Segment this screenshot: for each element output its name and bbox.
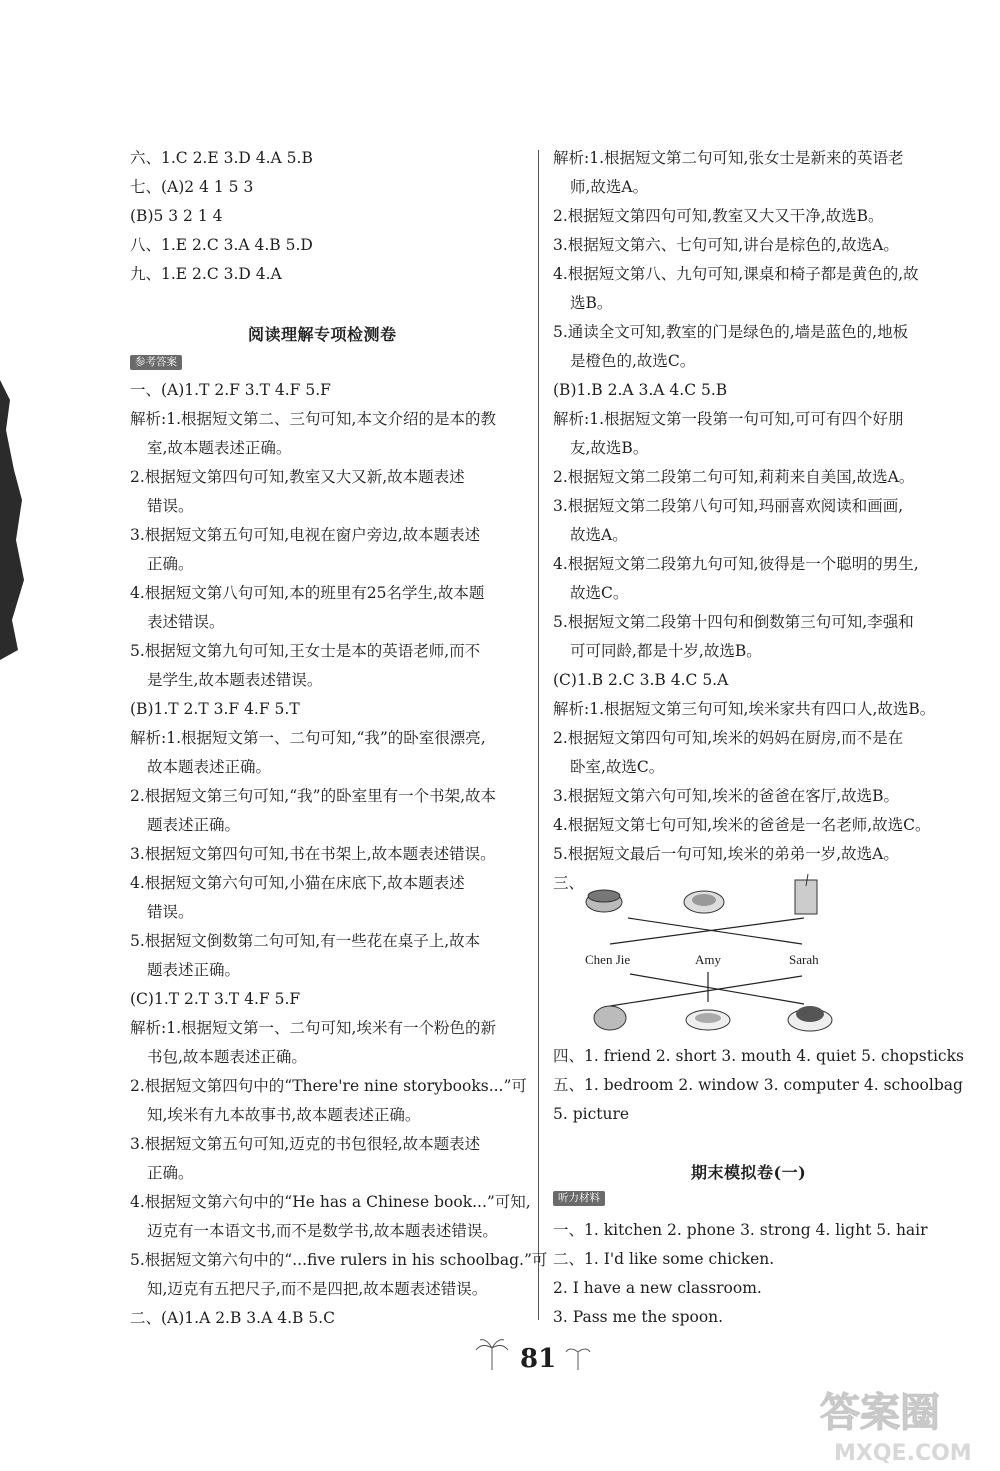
question-label: 三、 — [553, 874, 585, 892]
explanation-line: 3.根据短文第二段第八句可知,玛丽喜欢阅读和画画, — [553, 497, 904, 515]
explanation-line: 5.根据短文第九句可知,王女士是本的英语老师,而不 — [130, 642, 481, 660]
listening-line: 一、1. kitchen 2. phone 3. strong 4. light 5. hair — [553, 1221, 928, 1239]
watermark-text: 答案圈 — [820, 1390, 940, 1436]
answer-line: 七、(A)2 4 1 5 3 — [130, 178, 254, 196]
listening-line: 3. Pass me the spoon. — [553, 1308, 724, 1326]
explanation-line: 卧室,故选C。 — [570, 758, 665, 776]
food-bowl-icon — [586, 890, 622, 912]
explanation-line: 室,故本题表述正确。 — [147, 439, 292, 457]
explanation-line: 错误。 — [147, 903, 194, 921]
listening-line: 2. I have a new classroom. — [553, 1279, 762, 1297]
explanation-line: 题表述正确。 — [147, 961, 241, 979]
explanation-line: 3.根据短文第六句可知,埃米的爸爸在客厅,故选B。 — [553, 787, 900, 805]
explanation-line: 2.根据短文第四句中的“There're nine storybooks...”可 — [130, 1077, 527, 1095]
answer-line: (C)1.B 2.C 3.B 4.C 5.A — [553, 671, 729, 689]
explanation-line: 5.根据短文第二段第十四句和倒数第三句可知,李强和 — [553, 613, 914, 631]
explanation-line: 是学生,故本题表述错误。 — [147, 671, 323, 689]
section-title-final-exam: 期末模拟卷(一) — [691, 1163, 807, 1182]
explanation-line: 4.根据短文第七句可知,埃米的爸爸是一名老师,故选C。 — [553, 816, 931, 834]
explanation-line: 3.根据短文第六、七句可知,讲台是棕色的,故选A。 — [553, 236, 899, 254]
explanation-line: 选B。 — [570, 294, 613, 312]
explanation-line: 5.根据短文倒数第二句可知,有一些花在桌子上,故本 — [130, 932, 481, 950]
explanation-line: 解析:1.根据短文第一、二句可知,埃米有一个粉色的新 — [130, 1019, 496, 1037]
explanation-line: 4.根据短文第六句可知,小猫在床底下,故本题表述 — [130, 874, 465, 892]
explanation-line: 3.根据短文第五句可知,迈克的书包很轻,故本题表述 — [130, 1135, 481, 1153]
explanation-line: 错误。 — [147, 497, 194, 515]
answer-line: 九、1.E 2.C 3.D 4.A — [130, 265, 282, 283]
page-number: 81 — [520, 1344, 557, 1374]
explanation-line: 3.根据短文第四句可知,书在书架上,故本题表述错误。 — [130, 845, 496, 863]
answer-line: (C)1.T 2.T 3.T 4.F 5.F — [130, 990, 301, 1008]
explanation-line: 解析:1.根据短文第一段第一句可知,可可有四个好朋 — [553, 410, 904, 428]
match-line — [610, 976, 802, 1006]
answer-line: 二、(A)1.A 2.B 3.A 4.B 5.C — [130, 1309, 335, 1327]
answer-line: 八、1.E 2.C 3.A 4.B 5.D — [130, 236, 313, 254]
explanation-line: 3.根据短文第五句可知,电视在窗户旁边,故本题表述 — [130, 526, 481, 544]
watermark-logo — [812, 1380, 992, 1468]
listening-material-tag: 听力材料 — [553, 1191, 605, 1206]
explanation-line: 表述错误。 — [147, 613, 225, 631]
watermark-domain: MXQE.COM — [834, 1441, 972, 1466]
explanation-line: 解析:1.根据短文第三句可知,埃米家共有四口人,故选B。 — [553, 700, 936, 718]
explanation-line: 4.根据短文第八句可知,本的班里有25名学生,故本题 — [130, 584, 485, 602]
answer-line: (B)1.T 2.T 3.F 4.F 5.T — [130, 700, 300, 718]
noodle-plate-icon — [684, 891, 724, 913]
answer-line: 一、(A)1.T 2.F 3.T 4.F 5.F — [130, 381, 331, 399]
explanation-line: 故选A。 — [570, 526, 628, 544]
explanation-line: 师,故选A。 — [570, 178, 649, 196]
explanation-line: 解析:1.根据短文第二、三句可知,本文介绍的是本的教 — [130, 410, 496, 428]
explanation-line: 4.根据短文第六句中的“He has a Chinese book...”可知, — [130, 1193, 531, 1211]
explanation-line: 可可同龄,都是十岁,故选B。 — [570, 642, 762, 660]
explanation-line: 5.根据短文最后一句可知,埃米的弟弟一岁,故选A。 — [553, 845, 899, 863]
explanation-line: 友,故选B。 — [570, 439, 649, 457]
answer-line: 六、1.C 2.E 3.D 4.A 5.B — [130, 149, 313, 167]
name-label: Sarah — [789, 952, 819, 967]
name-label: Amy — [695, 952, 721, 967]
section-title-reading: 阅读理解专项检测卷 — [248, 325, 397, 344]
explanation-line: 4.根据短文第二段第九句可知,彼得是一个聪明的男生, — [553, 555, 919, 573]
explanation-line: 5.通读全文可知,教室的门是绿色的,墙是蓝色的,地板 — [553, 323, 909, 341]
explanation-line: 正确。 — [147, 555, 194, 573]
explanation-line: 4.根据短文第八、九句可知,课桌和椅子都是黄色的,故 — [553, 265, 919, 283]
explanation-line: 2.根据短文第四句可知,埃米的妈妈在厨房,而不是在 — [553, 729, 904, 747]
column-divider — [538, 150, 539, 1320]
explanation-line: 题表述正确。 — [147, 816, 241, 834]
explanation-line: 故本题表述正确。 — [147, 758, 272, 776]
explanation-line: 是橙色的,故选C。 — [570, 352, 696, 370]
explanation-line: 正确。 — [147, 1164, 194, 1182]
explanation-line: 知,迈克有五把尺子,而不是四把,故本题表述错误。 — [147, 1280, 488, 1298]
match-line — [630, 974, 804, 1004]
chicken-dish-icon — [788, 1006, 832, 1031]
explanation-line: 2.根据短文第三句可知,“我”的卧室里有一个书架,故本 — [130, 787, 496, 805]
explanation-line: 知,埃米有九本故事书,故本题表述正确。 — [147, 1106, 421, 1124]
explanation-line: 2.根据短文第四句可知,教室又大又干净,故选B。 — [553, 207, 884, 225]
explanation-line: 迈克有一本语文书,而不是数学书,故本题表述错误。 — [147, 1222, 498, 1240]
explanation-line: 解析:1.根据短文第二句可知,张女士是新来的英语老 — [553, 149, 904, 167]
answer-line: (B)5 3 2 1 4 — [130, 207, 223, 225]
bread-icon — [594, 1006, 626, 1030]
explanation-line: 故选C。 — [570, 584, 629, 602]
explanation-line: 2.根据短文第二段第二句可知,莉莉来自美国,故选A。 — [553, 468, 915, 486]
answer-line: 5. picture — [553, 1105, 630, 1123]
explanation-line: 书包,故本题表述正确。 — [147, 1048, 307, 1066]
drink-glass-icon — [795, 874, 817, 914]
answer-key-tag: 参考答案 — [130, 355, 182, 370]
matching-diagram — [580, 872, 840, 1042]
rice-plate-icon — [686, 1010, 730, 1030]
listening-line: 二、1. I'd like some chicken. — [553, 1250, 775, 1268]
explanation-line: 5.根据短文第六句中的“...five rulers in his schoolbag.”可 — [130, 1251, 548, 1269]
answer-line: (B)1.B 2.A 3.A 4.C 5.B — [553, 381, 728, 399]
answer-line: 四、1. friend 2. short 3. mouth 4. quiet 5. chopsticks — [553, 1047, 964, 1065]
torn-edge-shadow — [0, 380, 32, 660]
explanation-line: 2.根据短文第四句可知,教室又大又新,故本题表述 — [130, 468, 465, 486]
explanation-line: 解析:1.根据短文第一、二句可知,“我”的卧室很漂亮, — [130, 729, 486, 747]
answer-line: 五、1. bedroom 2. window 3. computer 4. schoolbag — [553, 1076, 963, 1094]
name-label: Chen Jie — [585, 952, 631, 967]
